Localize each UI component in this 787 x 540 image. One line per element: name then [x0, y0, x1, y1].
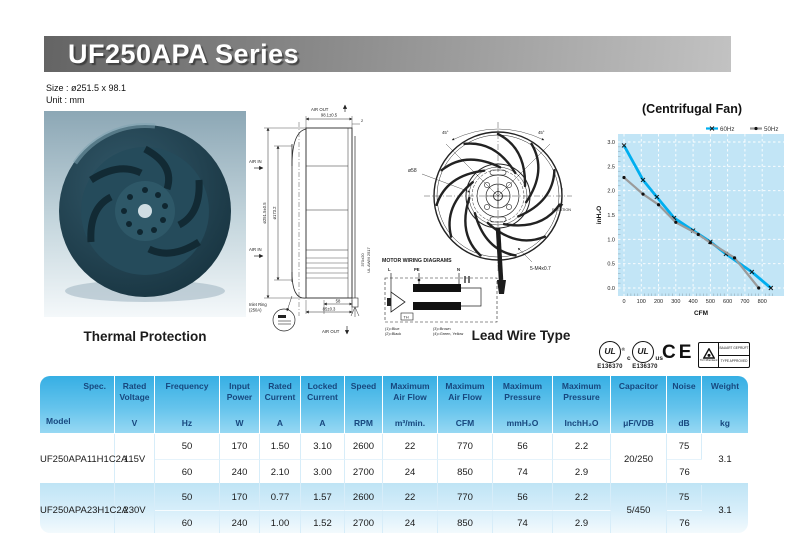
certifications: [594, 341, 750, 371]
speed-cell: 2600: [345, 485, 383, 510]
cul-us-label: us: [655, 355, 663, 362]
locked-current-cell: 1.57: [301, 485, 345, 510]
x-tick-label: 600: [723, 299, 733, 305]
x-axis-title: CFM: [693, 310, 709, 317]
col-header-speed: Speed RPM: [345, 376, 383, 434]
pressure-mm-cell: 74: [493, 459, 553, 485]
power-cell: 240: [220, 510, 260, 533]
rated-current-cell: 1.50: [260, 434, 301, 459]
ul-logo-icon: UL ®: [599, 341, 621, 363]
x-tick-label: 0: [622, 299, 626, 305]
frequency-cell: 60: [155, 459, 220, 485]
speed-cell: 2700: [345, 459, 383, 485]
data-marker: [733, 256, 736, 259]
x-tick-label: 200: [653, 299, 664, 305]
model-cell: UF250APA11H1C2A: [40, 434, 115, 485]
air-in-label-2: AIR IN: [249, 247, 262, 252]
model-cell: UF250APA23H1C2A: [40, 485, 115, 533]
y-axis-title: inH₂O: [596, 205, 603, 225]
x-tick-label: 400: [688, 299, 698, 305]
thermal-protection-label: Thermal Protection: [83, 329, 207, 344]
x-tick-label: 500: [705, 299, 715, 305]
col-header-rated-current: Rated Current A: [260, 376, 301, 434]
airflow-cfm-cell: 770: [438, 485, 493, 510]
x-tick-label: 700: [740, 299, 750, 305]
depth-dim-2-label: 85±0.3: [322, 306, 336, 312]
ce-mark: CE: [662, 342, 695, 363]
air-out-bottom-label: AIR OUT: [322, 329, 340, 334]
power-cell: 240: [220, 459, 260, 485]
speed-cell: 2600: [345, 434, 383, 459]
data-marker: [622, 176, 625, 179]
col-header-capacitor: Capacitor μF/VDB: [611, 376, 667, 434]
frequency-cell: 50: [155, 485, 220, 510]
rotation-label: ROTATION: [552, 208, 572, 212]
inner-dia-label: ø173.2: [272, 206, 277, 220]
model-group-2: [40, 485, 748, 533]
airflow-m3-cell: 24: [383, 459, 438, 485]
col-header-airflow-cfm: Maximum Air Flow CFM: [438, 376, 493, 434]
wall-dim-label: 2: [361, 118, 364, 123]
data-marker: [641, 192, 644, 195]
pressure-inch-cell: 2.2: [553, 485, 611, 510]
photo-fan-impeller: [59, 125, 231, 297]
noise-cell: 76: [667, 459, 702, 485]
pressure-inch-cell: 2.9: [553, 510, 611, 533]
title-banner: [44, 36, 731, 72]
inlet-ring-label-2: (250A): [249, 307, 262, 313]
air-in-label-1: AIR IN: [249, 159, 262, 164]
rated-current-cell: 0.77: [260, 485, 301, 510]
cul-file-number: E136370: [632, 364, 658, 370]
airflow-m3-cell: 22: [383, 434, 438, 459]
y-tick-label: 0.5: [607, 261, 615, 268]
weight-cell: 3.1: [718, 454, 732, 465]
outer-dia-label: ø251.5±0.5: [262, 202, 267, 224]
y-tick-label: 0.0: [607, 286, 615, 292]
spec-corner-label: Spec.: [83, 381, 106, 391]
angle-left-label: 45°: [442, 130, 449, 135]
ul-mark: [594, 341, 626, 370]
legend-label: 60Hz: [720, 125, 735, 133]
wire-caption-right-2: (4)=Green, Yellow: [433, 332, 464, 336]
pressure-inch-cell: 2.9: [553, 459, 611, 485]
page-title: UF250APA Series: [68, 39, 300, 69]
side-view-drawing: [248, 102, 400, 338]
noise-cell: 75: [667, 434, 702, 459]
frequency-cell: 60: [155, 510, 220, 533]
col-header-weight: Weight kg: [702, 376, 748, 434]
tuv-triangle-icon: [703, 348, 715, 359]
centrifugal-fan-label: (Centrifugal Fan): [642, 102, 742, 116]
y-tick-label: 3.0: [607, 140, 615, 146]
col-header-rated-voltage: Rated Voltage V: [115, 376, 155, 434]
wire-spec-label: UL AWM 2517: [366, 247, 371, 273]
ul-file-number: E136370: [597, 364, 623, 370]
spec-table-container: [40, 376, 748, 533]
col-header-pressure-mm: Maximum Pressure mmH₂O: [493, 376, 553, 434]
x-tick-label: 100: [636, 299, 646, 305]
capacitor-cell: 5/450: [611, 485, 667, 533]
data-marker: [697, 233, 700, 236]
locked-current-cell: 3.00: [301, 459, 345, 485]
wire-caption-left-2: (2)=Black: [385, 332, 402, 336]
size-block: [46, 82, 126, 106]
noise-cell: 76: [667, 510, 702, 533]
tuv-mark: [698, 342, 750, 368]
lead-length-label: 370±20: [360, 253, 365, 267]
wiring-title: MOTOR WIRING DIAGRAMS: [382, 258, 452, 264]
col-header-pressure-inch: Maximum Pressure InchH₂O: [553, 376, 611, 434]
locked-current-cell: 1.52: [301, 510, 345, 533]
legend-label: 50Hz: [764, 125, 779, 133]
pressure-mm-cell: 56: [493, 434, 553, 459]
power-cell: 170: [220, 434, 260, 459]
lead-wire-type-label: Lead Wire Type: [471, 328, 571, 343]
col-header-airflow-m3: Maximum Air Flow m³/min.: [383, 376, 438, 434]
screw-label: 5-M4x0.7: [530, 266, 551, 272]
data-marker: [709, 241, 712, 244]
shaft-dia-label: ø58: [408, 168, 417, 174]
airflow-cfm-cell: 850: [438, 459, 493, 485]
airflow-m3-cell: 22: [383, 485, 438, 510]
data-marker: [657, 203, 660, 206]
data-marker: [674, 221, 677, 224]
unit-label: Unit : mm: [46, 95, 85, 106]
wire-caption-left-1: (1)=Blue: [385, 327, 400, 331]
width-dim-label: 98.1±0.5: [320, 112, 338, 118]
corner-header: [40, 376, 115, 434]
y-tick-label: 2.0: [607, 188, 615, 195]
col-header-noise: Noise dB: [667, 376, 702, 434]
x-tick-label: 300: [671, 299, 681, 305]
cul-mark: [627, 341, 663, 370]
frequency-cell: 50: [155, 434, 220, 459]
tuv-name-label: TÜV Rheinland: [699, 359, 718, 362]
terminal-n-label: N: [457, 267, 461, 272]
table-row: [40, 485, 748, 510]
terminal-pe-label: PE: [414, 267, 420, 272]
th-label: TH: [403, 315, 409, 320]
pressure-mm-cell: 56: [493, 485, 553, 510]
angle-right-label: 45°: [538, 130, 545, 135]
weight-cell: 3.1: [718, 505, 732, 516]
depth-dim-1-label: 58: [335, 298, 341, 304]
air-out-top-label: AIR OUT: [311, 107, 329, 112]
voltage-cell: 230V: [115, 485, 155, 533]
tuv-line1: BAUART GEPRÜFT: [719, 343, 749, 356]
model-corner-label: Model: [46, 416, 71, 426]
pressure-inch-cell: 2.2: [553, 434, 611, 459]
y-tick-label: 1.0: [607, 237, 615, 244]
model-group-1: [40, 434, 748, 485]
terminal-l-label: L: [388, 267, 391, 272]
rated-current-cell: 2.10: [260, 459, 301, 485]
airflow-m3-cell: 24: [383, 510, 438, 533]
pressure-mm-cell: 74: [493, 510, 553, 533]
inlet-ring-label-1: Inlet Ring: [249, 302, 267, 307]
fan-photo: [44, 111, 246, 317]
table-row: [40, 434, 748, 459]
power-cell: 170: [220, 485, 260, 510]
col-header-frequency: Frequency Hz: [155, 376, 220, 434]
wire-caption-right-1: (3)=Brown: [433, 327, 451, 331]
col-header-input-power: Input Power W: [220, 376, 260, 434]
voltage-cell: 115V: [115, 434, 155, 485]
y-tick-label: 1.5: [607, 213, 615, 219]
spec-table: [40, 376, 748, 533]
col-header-locked-current: Locked Current A: [301, 376, 345, 434]
noise-cell: 75: [667, 485, 702, 510]
cul-c-label: c: [627, 355, 631, 362]
y-tick-label: 2.5: [607, 164, 615, 171]
airflow-cfm-cell: 850: [438, 510, 493, 533]
x-tick-label: 800: [757, 299, 767, 305]
locked-current-cell: 3.10: [301, 434, 345, 459]
cul-logo-icon: UL: [632, 341, 654, 363]
data-marker: [757, 286, 760, 289]
speed-cell: 2700: [345, 510, 383, 533]
performance-chart: [594, 120, 786, 322]
airflow-cfm-cell: 770: [438, 434, 493, 459]
rated-current-cell: 1.00: [260, 510, 301, 533]
tuv-line2: TYPE APPROVED: [720, 358, 748, 363]
size-label: Size : ø251.5 x 98.1: [46, 83, 127, 93]
capacitor-cell: 20/250: [611, 434, 667, 485]
